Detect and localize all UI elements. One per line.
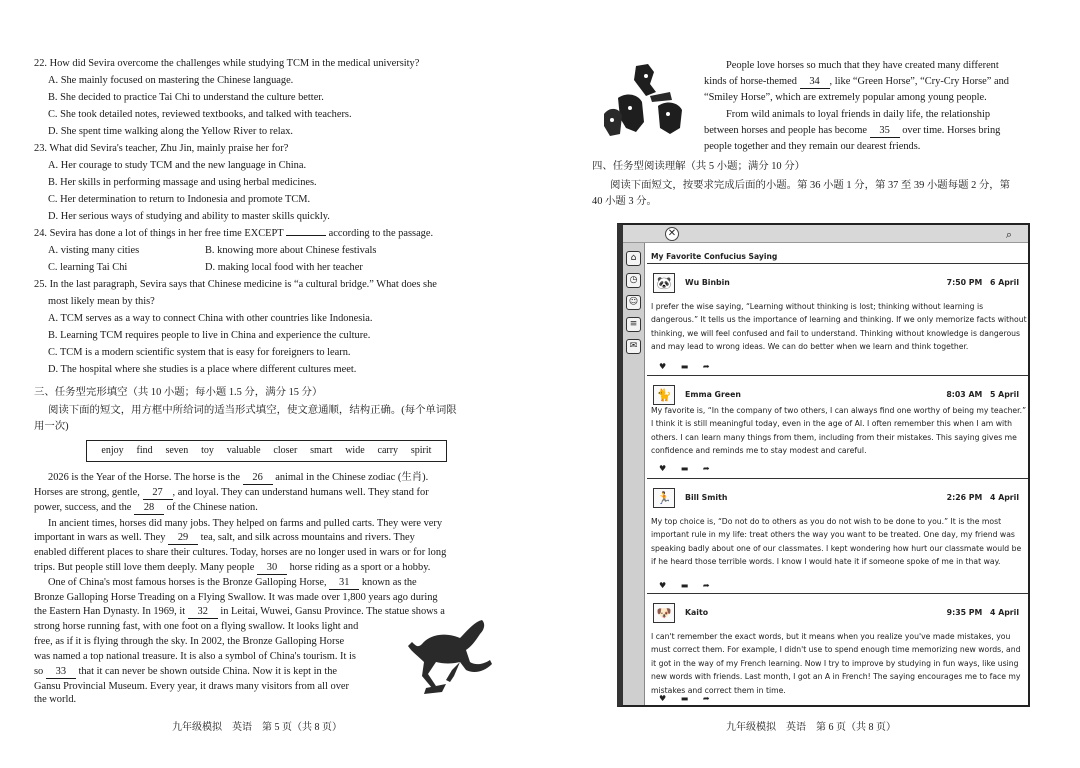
q22-option-b: B. She decided to practice Tai Chi to understand the culture better.: [48, 92, 324, 103]
word-item: wide: [345, 444, 365, 456]
section3-instruction-cont: 用一次): [34, 421, 69, 432]
word-item: spirit: [410, 444, 432, 456]
passage-line: enabled different places to share their cultures. Today, horses are no longer used in wars or for long: [34, 547, 447, 558]
forum-title: My Favorite Confucius Saying: [651, 252, 778, 261]
dog-icon: 🐶: [653, 603, 675, 623]
q25-stem-line2: most likely mean by this?: [48, 296, 155, 307]
chat-icon[interactable]: ✉: [626, 339, 641, 354]
passage-line: kinds of horse-themed 34 , like “Green Horse”, “Cry-Cry Horse” and: [704, 76, 1009, 87]
q25-option-d: D. The hospital where she studies is a place where different cultures meet.: [48, 364, 357, 375]
word-item: seven: [165, 444, 189, 456]
q23-option-b: B. Her skills in performing massage and using herbal medicines.: [48, 177, 317, 188]
post-body: My favorite is, “In the company of two others, I can always find one worthy of being my teacher.” I think it is still meaningful today, even in the age of AI. I often remember this when I am with others. I can learn many things from them, including from their mistakes. This saying gives me confidence and reminds me to stay modest and careful.: [651, 406, 1027, 456]
post-author: Kaito: [685, 608, 709, 617]
post-actions[interactable]: ♥ ▬ ➦: [659, 694, 716, 703]
post-bill-smith: [647, 478, 1030, 593]
blank-31[interactable]: 31: [329, 576, 359, 590]
panda-icon: 🐼: [653, 273, 675, 293]
passage-line: Horses are strong, gentle, 27 , and loyal. They can understand humans well. They stand for: [34, 487, 429, 498]
post-author: Emma Green: [685, 390, 741, 399]
q23-option-d: D. Her serious ways of studying and ability to master skills quickly.: [48, 211, 330, 222]
post-time: 7:50 PM 6 April: [946, 278, 1019, 287]
page-footer: 九年级模拟 英语 第 6 页（共 8 页）: [726, 722, 896, 733]
panel-toolbar: [623, 225, 1028, 243]
search-icon[interactable]: ⌕: [1005, 228, 1012, 241]
page-footer: 九年级模拟 英语 第 5 页（共 8 页）: [172, 722, 342, 733]
post-body: My top choice is, “Do not do to others as you do not wish to be done to you.” It is the most important rule in my life: treat others the way you want to be treated. One day, my friend was speaking badly about one of our classmates. I kept wondering how hurt our classmate would be if he heard those terrible words. I know I would hate it if someone spoke of me in that way.: [651, 517, 1022, 567]
q23-option-c: C. Her determination to return to Indonesia and promote TCM.: [48, 194, 311, 205]
runner-icon: 🏃: [653, 488, 675, 508]
passage-line: Bronze Galloping Horse Treading on a Flying Swallow. It was made over 1,800 years ago during: [34, 592, 438, 603]
bronze-horse-image: [402, 616, 494, 698]
passage-line: free, as if it is flying through the sky. In 2002, the Bronze Galloping Horse: [34, 636, 345, 647]
blank-34[interactable]: 34: [800, 75, 830, 89]
home-icon[interactable]: ⌂: [626, 251, 641, 266]
blank-35[interactable]: 35: [870, 124, 900, 138]
passage-line: strong horse running fast, with one foot on a flying swallow. It looks light and: [34, 621, 359, 632]
q24-option-b: B. knowing more about Chinese festivals: [205, 245, 377, 256]
user-icon[interactable]: ☺: [626, 295, 641, 310]
blank-26[interactable]: 26: [243, 471, 273, 485]
forum-panel: [617, 223, 1030, 707]
word-item: find: [136, 444, 153, 456]
blank-28[interactable]: 28: [134, 501, 164, 515]
q25-option-b: B. Learning TCM requires people to live in China and experience the culture.: [48, 330, 371, 341]
word-item: toy: [201, 444, 214, 456]
passage-line: From wild animals to loyal friends in daily life, the relationship: [726, 109, 991, 120]
word-item: closer: [273, 444, 298, 456]
q24-option-d: D. making local food with her teacher: [205, 262, 363, 273]
post-time: 9:35 PM 4 April: [946, 608, 1019, 617]
passage-line: people together and they remain our dearest friends.: [704, 141, 921, 152]
passage-line: was named a top national treasure. It is also a symbol of China's tourism. It is: [34, 651, 356, 662]
passage-line: so 33 that it can never be shown outside China. Now it is kept in the: [34, 666, 338, 677]
post-actions[interactable]: ♥ ▬ ➦: [659, 581, 716, 590]
post-actions[interactable]: ♥ ▬ ➦: [659, 464, 716, 473]
q25-stem-line1: 25. In the last paragraph, Sevira says that Chinese medicine is “a cultural bridge.” What does she: [34, 279, 437, 290]
section3-instruction: 阅读下面的短文，用方框中所给词的适当形式填空，使文意通顺，结构正确。(每个单词限: [48, 405, 457, 416]
q23-stem: 23. What did Sevira's teacher, Zhu Jin, mainly praise her for?: [34, 143, 289, 154]
q25-option-a: A. TCM serves as a way to connect China with other countries like Indonesia.: [48, 313, 373, 324]
passage-line: power, success, and the 28 of the Chinese nation.: [34, 502, 258, 513]
passage-line: People love horses so much that they have created many different: [726, 60, 999, 71]
close-icon[interactable]: ✕: [665, 227, 679, 241]
word-item: valuable: [226, 444, 261, 456]
cat-icon: 🐈: [653, 385, 675, 405]
word-item: carry: [377, 444, 399, 456]
q22-stem: 22. How did Sevira overcome the challenges while studying TCM in the medical university?: [34, 58, 420, 69]
blank-29[interactable]: 29: [168, 531, 198, 545]
q25-option-c: C. TCM is a modern scientific system that is easy for foreigners to learn.: [48, 347, 351, 358]
passage-line: Gansu Provincial Museum. Every year, it draws many visitors from all over: [34, 681, 349, 692]
post-author: Wu Binbin: [685, 278, 730, 287]
passage-line: “Smiley Horse”, which are extremely popular among young people.: [704, 92, 987, 103]
passage-line: In ancient times, horses did many jobs. They helped on farms and pulled carts. They were very: [48, 518, 443, 529]
passage-line: One of China's most famous horses is the Bronze Galloping Horse, 31 known as the: [48, 577, 417, 588]
passage-line: 2026 is the Year of the Horse. The horse is the 26 animal in the Chinese zodiac (生肖).: [48, 472, 429, 483]
q22-option-a: A. She mainly focused on mastering the Chinese language.: [48, 75, 294, 86]
passage-line: trips. But people still love them deeply. Many people 30 horse riding as a sport or a hobby.: [34, 562, 431, 573]
post-body: I prefer the wise saying, “Learning without thinking is lost; thinking without learning is dangerous.” It tells us the importance of learning and thinking. If we only memorize facts without thinking, we will feel confused and fail to understand. Thinking without knowledge is dangerous and may lead to wrong ideas. We can do better when we learn and think together.: [651, 302, 1027, 352]
section4-heading: 四、任务型阅读理解（共 5 小题；满分 10 分）: [592, 161, 806, 172]
q24-option-c: C. learning Tai Chi: [48, 262, 128, 273]
blank-30[interactable]: 30: [257, 561, 287, 575]
word-box: [86, 440, 447, 462]
post-author: Bill Smith: [685, 493, 728, 502]
passage-line: between horses and people has become 35 over time. Horses bring: [704, 125, 1001, 136]
post-wu-binbin: [647, 263, 1030, 375]
cartoon-horses-image: [596, 62, 696, 146]
q23-option-a: A. Her courage to study TCM and the new language in China.: [48, 160, 307, 171]
passage-line: the world.: [34, 694, 77, 705]
post-actions[interactable]: ♥ ▬ ➦: [659, 362, 716, 371]
post-body: I can't remember the exact words, but it means when you realize you've made mistakes, you must correct them. For example, I didn't use to spend enough time memorizing new words, and it got in the way of my French learning. Now I try to improve by studying in fun ways, like using new words with friends. Last month, I got an A in French! The saying encourages me to face my mistakes and correct them in time.: [651, 632, 1021, 695]
post-time: 2:26 PM 4 April: [946, 493, 1019, 502]
q22-option-d: D. She spent time walking along the Yellow River to relax.: [48, 126, 294, 137]
post-kaito: [647, 593, 1030, 707]
menu-icon[interactable]: ≡: [626, 317, 641, 332]
side-rail: [623, 243, 645, 707]
blank-27[interactable]: 27: [143, 486, 173, 500]
section4-instruction: 阅读下面短文，按要求完成后面的小题。第 36 小题 1 分，第 37 至 39 小题每题 2 分，第: [610, 180, 1011, 191]
passage-line: the Eastern Han Dynasty. In 1969, it 32 in Leitai, Wuwei, Gansu Province. The statue shows a: [34, 606, 445, 617]
word-item: smart: [310, 444, 333, 456]
blank-32[interactable]: 32: [188, 605, 218, 619]
section4-instruction-cont: 40 小题 3 分。: [592, 196, 657, 207]
q22-option-c: C. She took detailed notes, reviewed textbooks, and talked with teachers.: [48, 109, 352, 120]
passage-line: important in wars as well. They 29 tea, salt, and silk across mountains and rivers. They: [34, 532, 415, 543]
q24-option-a: A. visting many cities: [48, 245, 140, 256]
post-time: 8:03 AM 5 April: [946, 390, 1019, 399]
blank-33[interactable]: 33: [46, 665, 76, 679]
section3-heading: 三、任务型完形填空（共 10 小题；每小题 1.5 分，满分 15 分）: [34, 387, 323, 398]
word-item: enjoy: [101, 444, 124, 456]
clock-icon[interactable]: ◷: [626, 273, 641, 288]
q24-stem: 24. Sevira has done a lot of things in her free time EXCEPT according to the passage.: [34, 228, 434, 239]
post-emma-green: [647, 375, 1030, 478]
